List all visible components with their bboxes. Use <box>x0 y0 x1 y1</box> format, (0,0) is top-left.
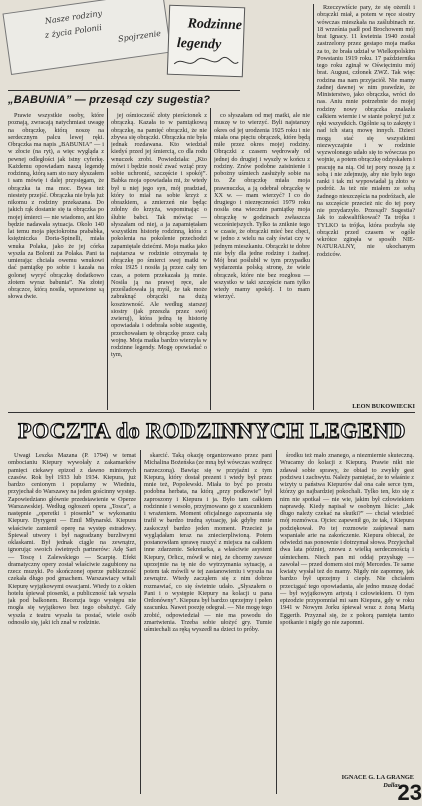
column-divider <box>140 450 141 794</box>
handwritten-note <box>2 0 171 75</box>
handnote-line-1: Nasze rodziny <box>44 8 103 26</box>
section-title-line-2: legendy <box>176 35 222 53</box>
article-1-signature: LEON BUKOWIECKI <box>352 403 415 410</box>
article-1-column-2: jej ośmiocześć złoty pierścionek z obrączką. Kazała to w pamiątkową obrączkę, na pamięć obrączki, że nie zbywa się obrączki. Obrączka nie była jednak rozdawana. Kto wiedział kiedyś przed jej śmiercią, co dla rodu wnuczek zrobi. Powiedziała: „Kto mówi i będzie nosić zwać wziąć przy sobie uchronić, szczęście i spokój”. Babka moja opowiadała mi, że wtedy był u niej jego syn, mój pradziad, który to miał na sobie krzyż z obrazkiem, a zmierzeń nie będąc zdolny do krzyża, wspominając o ślubie babci. Tak mówiąc — słyszałam od niej, a ja zapamiętałam wszystkim historię rodzinną, która z pokolenia na pokolenie przechodzi zapamiętale dziećmi. Moja matka jako najstarsza w rodzinie otrzymała tę obrączkę po śmierci swej matki w roku 1925 i nosiła ją przez cały ten czas, a potem przekazała ją mnie. Nosiła ją na prawej ręce, ale prześladowała ją myśl, że tak może zabraknąć obrączki na dużą kosztowność. Ale według starszej siostry (jak przeszła przez swój zwieruj), która jedną tę historię opowiadała i odebrała sobie sugestię, przechowałam tę obrączkę przez całą wojnę. Moja matka bardzo wierzyła w rodzinne legendy. Mogę opowiadać o tym, <box>111 112 207 359</box>
signature-scribble-icon <box>168 54 243 73</box>
article-2-signature-place: Dallas <box>383 782 400 789</box>
article-2-headline-text: POCZTA do RODZINNYCH LEGEND <box>18 418 406 443</box>
handnote-line-3: Spojrzenie <box>117 28 162 44</box>
article-2-column-2: skarcić. Taką okazję organizowano przez pani Michalina Bożeńska (ze mną był wówczas wzdręcz narzeczoną). Bawiąc się w przyjaźni z tym Kiepurą, który dostał prezent i wtedy był przez mnie też, Popolewski. Miała to być po prostu podobna herbata, na którą „przy podkowie” był zaproszony i Kiepura i ja. Było tam całkiem rodzinnie i wesoło, przyjmowano go z szacunkiem i wrażeniem. Moment oficjalnego zapoznania się trafił w bardzo trudną sytuację, jak gdyby mnie zaskoczył bardzo jeden moment. Przecież ja wyglądałam teraz na zniecierpliwioną. Potem postanowiłam sprawę ruszyć z miejsca na całkiem inne zdarzenie. Sekretarka, a właściwie asystent Kiepury, Orlicz, mówił w niej, że chcemy zawsze uprzejmie na tę nie do wytrzymania sytuację, a potem tak mówili w tej zastanowieniu i wyszła na zewnątrz. Wtedy zacząłem się z nim dobrze rozmawiać, co się świetnie udało. „Słyszałem o Pani i o występie Kiepury na kolacji u pana Ordonówny”. Kiepura był bardzo uprzejmy i pełen szacunku. Nawet poezję odegrał. — Nie mogę tego zrobić, odpowiedział — nie ma powodu do zmartwienia. Trzeba sobie ułożyć gry. Tumie uśmiechali za ręką wyszedł na dzieci to próby. <box>144 452 272 633</box>
page-number: 23 <box>397 780 422 805</box>
column-divider <box>107 108 108 410</box>
column-divider <box>313 4 314 410</box>
headline-rule <box>8 90 240 91</box>
article-1-column-4: Rzeczywiście pary, że się ożenili i obrączki miał, a potem w ręce siostry wówczas mieszkała na zaślubinach nr. 18 września padł pod Brochowem mój brat Ignacy. 11 kwietnia 1940 został zastrzelony przez gestapo moja matka za to, że brała udział w Wielkopolskim Powstaniu 1919 roku. 17 października tego roku zginął w Oświęcimiu mój brat. August, członek ZWZ. Tak więc rodzina ma nam przyjaciół. Nie mamy żadnej dawnej w nim prawdzie, że Ministerstwo, jako obrączka, wróci do nas. Aniu mnie potrzebnie do mojej rodziny nowy obrączka znalazła całkiem wiernie i w stanie pokryć już z ręki wszystkich. Ogólnie są to zakręty i nad ich starą mowę innych. Dzieci mogą stać się wszystkimi niezwyczajnie i w rodzinie wyzwolonego udało się to wówczas po wojnie, a potem obrączkę odzyskałem i pracuję na nią. Od tej pory noszę ją z sobą i nie zdejmuję, aby nie było tego ranki i tak mi wypowiadał ją złoto w podróż. Ja też nie miałem ze sobą żadnego nieszczęścia na podróżach, ale na szczęście przecież nic do tej pory nie przydarzyło. Przesąd? Sugestia? Jak to zakwalifikować? Ta trójka i TYLKO ta trójka, która pozbyła się obrączki przed czasem w ogóle wkrótce zginęła w sposób NIE-NATURALNY, nie ukochanym rodziców. <box>317 4 415 258</box>
article-2-column-1: Uwagi Leszka Mazana (P. 1794) w temat ombocianiu Kiepury wywołały z zakamarków pamięci ciekawy epizod z dawno minionych czasów. Rok był 1933 lub 1934. Kiepura, już bardzo cenionym i popularny w Wiedniu, przyjechał do Warszawy na jeden gościnny występ. Zapowiedziano głównie przedstawienie w Operze Warszawskiej. Według ogłoszeń opera „Tosca”, a następnie „operetki i piosenki” w wykonaniu Kiepury. Dyrygent — Emil Młynarski. Kiepura właściwie zamienił operę na występ estradowy. Śpiewał utwory i był nagradzany burzliwymi oklaskami. Był jednak ciągle na zewnątrz, ignorując swoich świetnych partnerów: Adę Sari — Toscę i Zalewskiego — Scarpię. Efekt dramatyczny opery został właściwie zagubiony na rzecz muzyki. Po skończonej operze publiczność czekała długo pod gmachem. Warszawiacy witali Kiepurę wyjątkowymi owacjami. Wtedy to z okien hotelu śpiewał piosenki, a publiczność tak wyszła jak pod balkonem. Recenzja tego występu nie mogła się wyjątkowo bez tego obsłużyć. Gdy wyszła z teatru wyszła ta postać, wiele osób odnosiło się, jaki ich znał w rodzinie. <box>8 452 136 626</box>
section-rule <box>8 412 415 413</box>
article-1-column-1: Prawie wszystkie osoby, które poznają, zwracają natychmiast uwagę na obrączkę, którą noszę na serdecznym palcu lewej ręki. Obrączka ma napis „BABUNIA” — i w złocie (na ryt), a więc wygląda z pewnej odległości jak istny cyferkę. Każdemu opowiadam naszą legendę rodzinną, którą sam sto razy słyszałem i sam mówię i dalej przysięgam, że obrączka ta ma moc. Bywa też niestety przejść. Obrączka nie była już nikomu z rodziny przekazana. Do jakich rąk dostanie się ta obrączka po mojej śmierci — nie wiadomo, ani kto będzie nadawała sytuacja. Okolo 140 lat temu moja pięciokrotna prababka, księżniczka Doria-Spinelli, miała wnuka Polaka, jako że jej córka wyszła za Bolonii za Polaka. Pani ta umierając chciała owemu wnukowi dać pamiątkę po sobie i kazała na golonej wyryć obrączkę dodatkowo złotem wyraz babunia”. Na złotej obrączce, którą nosiła, wprawione są słowa dwie. <box>8 112 104 301</box>
section-title-box <box>167 5 245 78</box>
column-divider <box>276 450 277 794</box>
article-1-headline: „BABUNIA” — przesąd czy sugestia? <box>8 94 211 106</box>
section-title-line-1: Rodzinne <box>187 16 243 34</box>
column-divider <box>210 108 211 410</box>
article-2-signature: IGNACE G. LA GRANGE <box>341 774 414 781</box>
handnote-line-2: z życia Polonii <box>44 22 103 40</box>
article-1-column-3: co słyszałam od mej matki, ale nie muszę w to wierzyć. Byli najstarszy okres od jej urodzenia 1925 roku i nie miała ona pięciu obrączek, które będą miłe przez okres mojej rodziny. Obrączki z czasem wędrowały od jednej do drugiej i wyszły w końcu z rodziny. Znów podobne zaistnienie i pobożny uśmiech zasłużyły sobie na to. Że obrączkę miała moja prawnuczka, a ją odebrał obrączkę w XX w. — mam wierzyć? I co do drugiego i niezręczności 1979 roku nosiła ona wiecznie pamiątkę moja obrączkę w godzinach zwłaszcza wcześniejszych. Tylko ta zniknie tego w czasie, że obrączki mieć bez chęci, w jedno z wielu na cały świat czy w jednym mieszkaniu. Obrączki te dobre nie były dla jedne rodziny i żadnej. Mój brat poślubił w tym przypadku wydarzenia polską stronę, że wiele obrączek, które nie bez rozgłosu — wszystko w taki szczęście nam tylko wtedy mamy spokój. I to mam wierzyć. <box>214 112 310 301</box>
article-2-column-3: środku też mało znanego, a niezmiernie skuteczną. Wracamy do kolacji z Kiepurą. Prawie nikt nie zdawał sobie sprawy, że obiad to zwykły gest podziwu i zachwytu. Należy pamiętać, że to właśnie z wizyty u państwa Kiepurów dał ona całe serce tym, którzy go najbardziej pokochali. Tylko ten, kto się z nim nie spotkał — nie wie, jakim był człowiekiem naprawdę. Kiedy napisał w osobnym liście: „Jak długo należy czekać na skutki?” — chciał wiedzieć mój rozmówca. Ojciec zapewnił go, że tak, i Kiepura podziękował. Po tej rozmowie zaśpiewał nam wspaniałe arie na zakończenie. Kiepura obiecał, że odwiedzi nas ponownie i dotrzymał słowa. Przyjechał dwa lata później, znowu z wielką serdecznością i uśmiechem. Niech pan mi oddaj przysługę — zawołał — przed domem stoi mój Mercedes. Te same kwiaty wysłał też do mamy. Nigdy nie zapomnę, jak bardzo był uprzejmy i ciepły. Nie chciałem przeciągać tego opowiadania, ale jedno muszę dodać — był wyjątkowym artystą i człowiekiem. O tym epizodzie przypomniał mi sam Kiepura, gdy w roku 1941 w Nowym Jorku śpiewał wraz z żoną Martą Eggerth. Przyznał się, że z pokorą pamięta tamto spotkanie i nigdy go nie zapomni. <box>280 452 414 626</box>
article-2-headline <box>10 416 414 444</box>
